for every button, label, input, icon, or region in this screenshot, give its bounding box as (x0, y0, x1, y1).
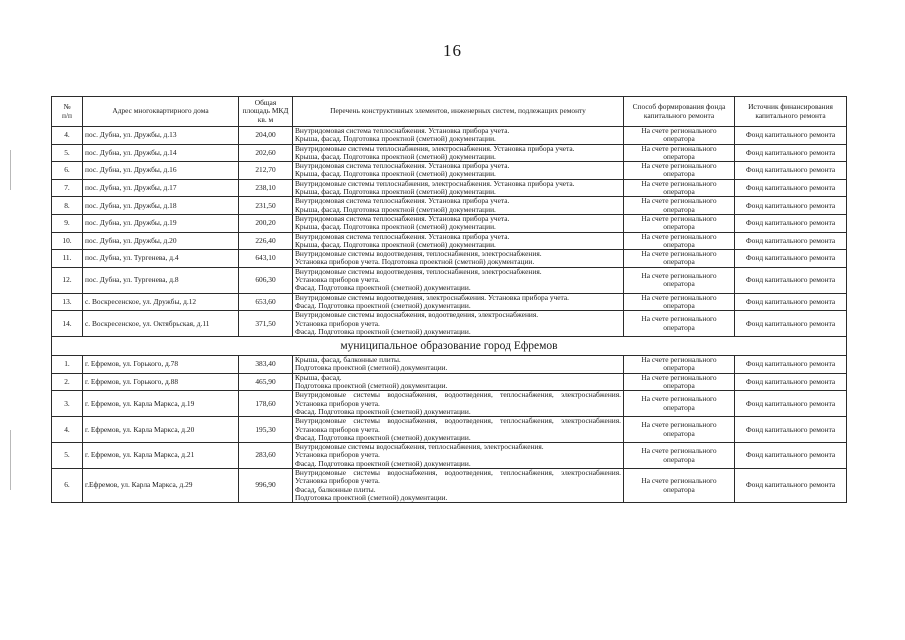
row-source: Фонд капитального ремонта (735, 356, 847, 374)
row-area: 195,30 (239, 417, 293, 443)
row-source: Фонд капитального ремонта (735, 311, 847, 337)
row-area: 202,60 (239, 144, 293, 162)
works-line: Крыша, фасад. Подготовка проектной (сметной) документации. (295, 134, 496, 144)
row-number: 6. (52, 162, 83, 180)
table-row (52, 127, 847, 145)
works-line: Внутридомовая система теплоснабжения. Установка прибора учета. (295, 161, 510, 171)
row-area: 200,20 (239, 214, 293, 232)
table-row (52, 391, 847, 417)
works-line: Внутридомовые системы водоснабжения, водоотведения, теплоснабжения, электроснабжения. Установка приборов учета. (295, 390, 621, 408)
row-number: 11. (52, 250, 83, 268)
works-line: Крыша, фасад. Подготовка проектной (сметной) документации. (295, 239, 496, 249)
table-row (52, 311, 847, 337)
table-row (52, 468, 847, 502)
row-method: На счете регионального оператора (624, 443, 735, 469)
row-address: пос. Дубна, ул. Дружбы, д.17 (83, 179, 239, 197)
row-source: Фонд капитального ремонта (735, 468, 847, 502)
row-source: Фонд капитального ремонта (735, 127, 847, 145)
works-line: Внутридомовая система теплоснабжения. Установка прибора учета. (295, 196, 510, 206)
row-area: 283,60 (239, 443, 293, 469)
row-number: 4. (52, 127, 83, 145)
header-address: Адрес многоквартирного дома (83, 97, 239, 127)
row-method: На счете регионального оператора (624, 468, 735, 502)
table-body-efremov (52, 356, 847, 503)
section-title: муниципальное образование город Ефремов (52, 337, 847, 356)
row-source: Фонд капитального ремонта (735, 250, 847, 268)
row-address: пос. Дубна, ул. Тургенева, д.8 (83, 267, 239, 293)
table-row (52, 162, 847, 180)
row-area: 643,10 (239, 250, 293, 268)
works-line: Установка приборов учета. (295, 318, 380, 328)
scan-edge-mark (10, 430, 11, 490)
row-works (293, 250, 624, 268)
table-row (52, 250, 847, 268)
table-header-row (52, 97, 847, 127)
row-address: пос. Дубна, ул. Дружбы, д.13 (83, 127, 239, 145)
header-works: Перечень конструктивных элементов, инженерных систем, подлежащих ремонту (293, 97, 624, 127)
works-line: Внутридомовые системы водоснабжения, теплоснабжения, электроснабжения. (295, 442, 544, 452)
row-works (293, 468, 624, 502)
row-works (293, 144, 624, 162)
row-area: 226,40 (239, 232, 293, 250)
works-line: Подготовка проектной (сметной) документации. (295, 492, 448, 502)
works-line: Фасад. Подготовка проектной (сметной) документации. (295, 432, 471, 442)
row-area: 383,40 (239, 356, 293, 374)
row-method: На счете регионального оператора (624, 250, 735, 268)
works-line: Внутридомовые системы водоотведения, теплоснабжения, электроснабжения. (295, 249, 542, 259)
works-line: Подготовка проектной (сметной) документации. (295, 363, 448, 373)
row-area: 238,10 (239, 179, 293, 197)
row-number: 9. (52, 214, 83, 232)
row-method: На счете регионального оператора (624, 232, 735, 250)
row-works (293, 214, 624, 232)
row-works (293, 391, 624, 417)
row-address: г.Ефремов, ул. Карла Маркса, д.29 (83, 468, 239, 502)
row-source: Фонд капитального ремонта (735, 267, 847, 293)
section-row (52, 337, 847, 356)
row-source: Фонд капитального ремонта (735, 443, 847, 469)
row-method: На счете регионального оператора (624, 214, 735, 232)
works-line: Внутридомовые системы водоотведения, теплоснабжения, электроснабжения. (295, 267, 542, 276)
row-method: На счете регионального оператора (624, 356, 735, 374)
works-line: Внутридомовые системы водоотведения, электроснабжения. Установка прибора учета. (295, 293, 569, 302)
row-address: с. Воскресенское, ул. Октябрьская, д.11 (83, 311, 239, 337)
works-line: Крыша, фасад. (295, 373, 342, 382)
row-source: Фонд капитального ремонта (735, 214, 847, 232)
row-source: Фонд капитального ремонта (735, 232, 847, 250)
table-row (52, 179, 847, 197)
works-line: Внутридомовая система теплоснабжения. Установка прибора учета. (295, 232, 510, 241)
row-source: Фонд капитального ремонта (735, 293, 847, 311)
row-method: На счете регионального оператора (624, 391, 735, 417)
works-line: Установка приборов учета. Подготовка проектной (сметной) документации. (295, 257, 535, 267)
works-line: Фасад. Подготовка проектной (сметной) документации. (295, 283, 471, 293)
row-address: г. Ефремов, ул. Горького, д.88 (83, 373, 239, 391)
row-works (293, 373, 624, 391)
row-number: 1. (52, 356, 83, 374)
row-works (293, 127, 624, 145)
row-number: 13. (52, 293, 83, 311)
row-area: 371,50 (239, 311, 293, 337)
works-line: Фасад. Подготовка проектной (сметной) документации. (295, 326, 471, 336)
page-number: 16 (443, 41, 462, 60)
row-number: 7. (52, 179, 83, 197)
table-row (52, 443, 847, 469)
works-line: Внутридомовые системы теплоснабжения, электроснабжения. Установка прибора учета. (295, 179, 575, 188)
row-method: На счете регионального оператора (624, 267, 735, 293)
row-address: пос. Дубна, ул. Дружбы, д.14 (83, 144, 239, 162)
works-line: Крыша, фасад. Подготовка проектной (сметной) документации. (295, 222, 496, 232)
table-row (52, 267, 847, 293)
works-line: Фасад, балконные плиты. (295, 484, 376, 494)
row-area: 606,30 (239, 267, 293, 293)
row-source: Фонд капитального ремонта (735, 391, 847, 417)
scan-edge-mark (10, 150, 11, 190)
works-line: Фасад. Подготовка проектной (сметной) документации. (295, 300, 471, 310)
row-source: Фонд капитального ремонта (735, 373, 847, 391)
row-address: пос. Дубна, ул. Тургенева, д.4 (83, 250, 239, 268)
row-address: г. Ефремов, ул. Карла Маркса, д.21 (83, 443, 239, 469)
row-address: пос. Дубна, ул. Дружбы, д.20 (83, 232, 239, 250)
works-line: Крыша, фасад. Подготовка проектной (сметной) документации. (295, 151, 496, 161)
repair-program-table (51, 96, 847, 503)
row-area: 204,00 (239, 127, 293, 145)
header-method: Способ формирования фонда капитального ремонта (624, 97, 735, 127)
row-number: 8. (52, 197, 83, 215)
row-address: пос. Дубна, ул. Дружбы, д.16 (83, 162, 239, 180)
row-number: 3. (52, 391, 83, 417)
row-works (293, 417, 624, 443)
row-area: 212,70 (239, 162, 293, 180)
row-area: 996,90 (239, 468, 293, 502)
row-address: пос. Дубна, ул. Дружбы, д.19 (83, 214, 239, 232)
row-works (293, 356, 624, 374)
row-number: 6. (52, 468, 83, 502)
row-source: Фонд капитального ремонта (735, 197, 847, 215)
header-area: Общая площадь МКД кв. м (239, 97, 293, 127)
row-works (293, 197, 624, 215)
table-section (52, 337, 847, 356)
row-method: На счете регионального оператора (624, 144, 735, 162)
row-address: г. Ефремов, ул. Карла Маркса, д.19 (83, 391, 239, 417)
table-row (52, 232, 847, 250)
table-body-dubna (52, 127, 847, 337)
row-method: На счете регионального оператора (624, 373, 735, 391)
header-source: Источник финансирования капитального ремонта (735, 97, 847, 127)
row-address: пос. Дубна, ул. Дружбы, д.18 (83, 197, 239, 215)
row-method: На счете регионального оператора (624, 162, 735, 180)
table-row (52, 293, 847, 311)
table-row (52, 356, 847, 374)
row-works (293, 162, 624, 180)
row-method: На счете регионального оператора (624, 293, 735, 311)
row-source: Фонд капитального ремонта (735, 417, 847, 443)
works-line: Крыша, фасад. Подготовка проектной (сметной) документации. (295, 187, 496, 197)
works-line: Внутридомовая система теплоснабжения. Установка прибора учета. (295, 126, 510, 135)
works-line: Внутридомовые системы водоснабжения, водоотведения, теплоснабжения, электроснабжения. Установка приборов учета. (295, 416, 621, 434)
row-works (293, 179, 624, 197)
header-num: № п/п (52, 97, 83, 127)
row-area: 653,60 (239, 293, 293, 311)
row-method: На счете регионального оператора (624, 417, 735, 443)
works-line: Внутридомовые системы водоснабжения, водоотведения, электроснабжения. (295, 310, 539, 320)
row-number: 5. (52, 144, 83, 162)
row-area: 231,50 (239, 197, 293, 215)
works-line: Установка приборов учета. (295, 450, 380, 460)
row-area: 465,90 (239, 373, 293, 391)
works-line: Установка приборов учета. (295, 275, 380, 285)
row-number: 12. (52, 267, 83, 293)
row-works (293, 232, 624, 250)
row-number: 2. (52, 373, 83, 391)
table-row (52, 373, 847, 391)
works-line: Внутридомовая система теплоснабжения. Установка прибора учета. (295, 214, 510, 223)
row-method: На счете регионального оператора (624, 311, 735, 337)
row-works (293, 311, 624, 337)
works-line: Внутридомовые системы теплоснабжения, электроснабжения. Установка прибора учета. (295, 144, 575, 153)
works-line: Фасад. Подготовка проектной (сметной) документации. (295, 406, 471, 416)
row-source: Фонд капитального ремонта (735, 144, 847, 162)
row-works (293, 443, 624, 469)
row-works (293, 267, 624, 293)
row-address: с. Воскресенское, ул. Дружбы, д.12 (83, 293, 239, 311)
row-area: 178,60 (239, 391, 293, 417)
row-address: г. Ефремов, ул. Горького, д.78 (83, 356, 239, 374)
row-address: г. Ефремов, ул. Карла Маркса, д.20 (83, 417, 239, 443)
row-number: 10. (52, 232, 83, 250)
works-line: Крыша, фасад. Подготовка проектной (сметной) документации. (295, 169, 496, 179)
table-row (52, 144, 847, 162)
works-line: Крыша, фасад, балконные плиты. (295, 355, 401, 365)
works-line: Фасад. Подготовка проектной (сметной) документации. (295, 458, 471, 468)
row-method: На счете регионального оператора (624, 127, 735, 145)
works-line: Внутридомовые системы водоснабжения, водоотведения, теплоснабжения, электроснабжения. Установка приборов учета. (295, 468, 621, 486)
row-method: На счете регионального оператора (624, 179, 735, 197)
table-row (52, 214, 847, 232)
row-number: 5. (52, 443, 83, 469)
table-row (52, 417, 847, 443)
works-line: Крыша, фасад. Подготовка проектной (сметной) документации. (295, 204, 496, 214)
works-line: Подготовка проектной (сметной) документации. (295, 381, 448, 391)
row-source: Фонд капитального ремонта (735, 162, 847, 180)
row-source: Фонд капитального ремонта (735, 179, 847, 197)
row-number: 4. (52, 417, 83, 443)
row-method: На счете регионального оператора (624, 197, 735, 215)
row-works (293, 293, 624, 311)
row-number: 14. (52, 311, 83, 337)
table-row (52, 197, 847, 215)
